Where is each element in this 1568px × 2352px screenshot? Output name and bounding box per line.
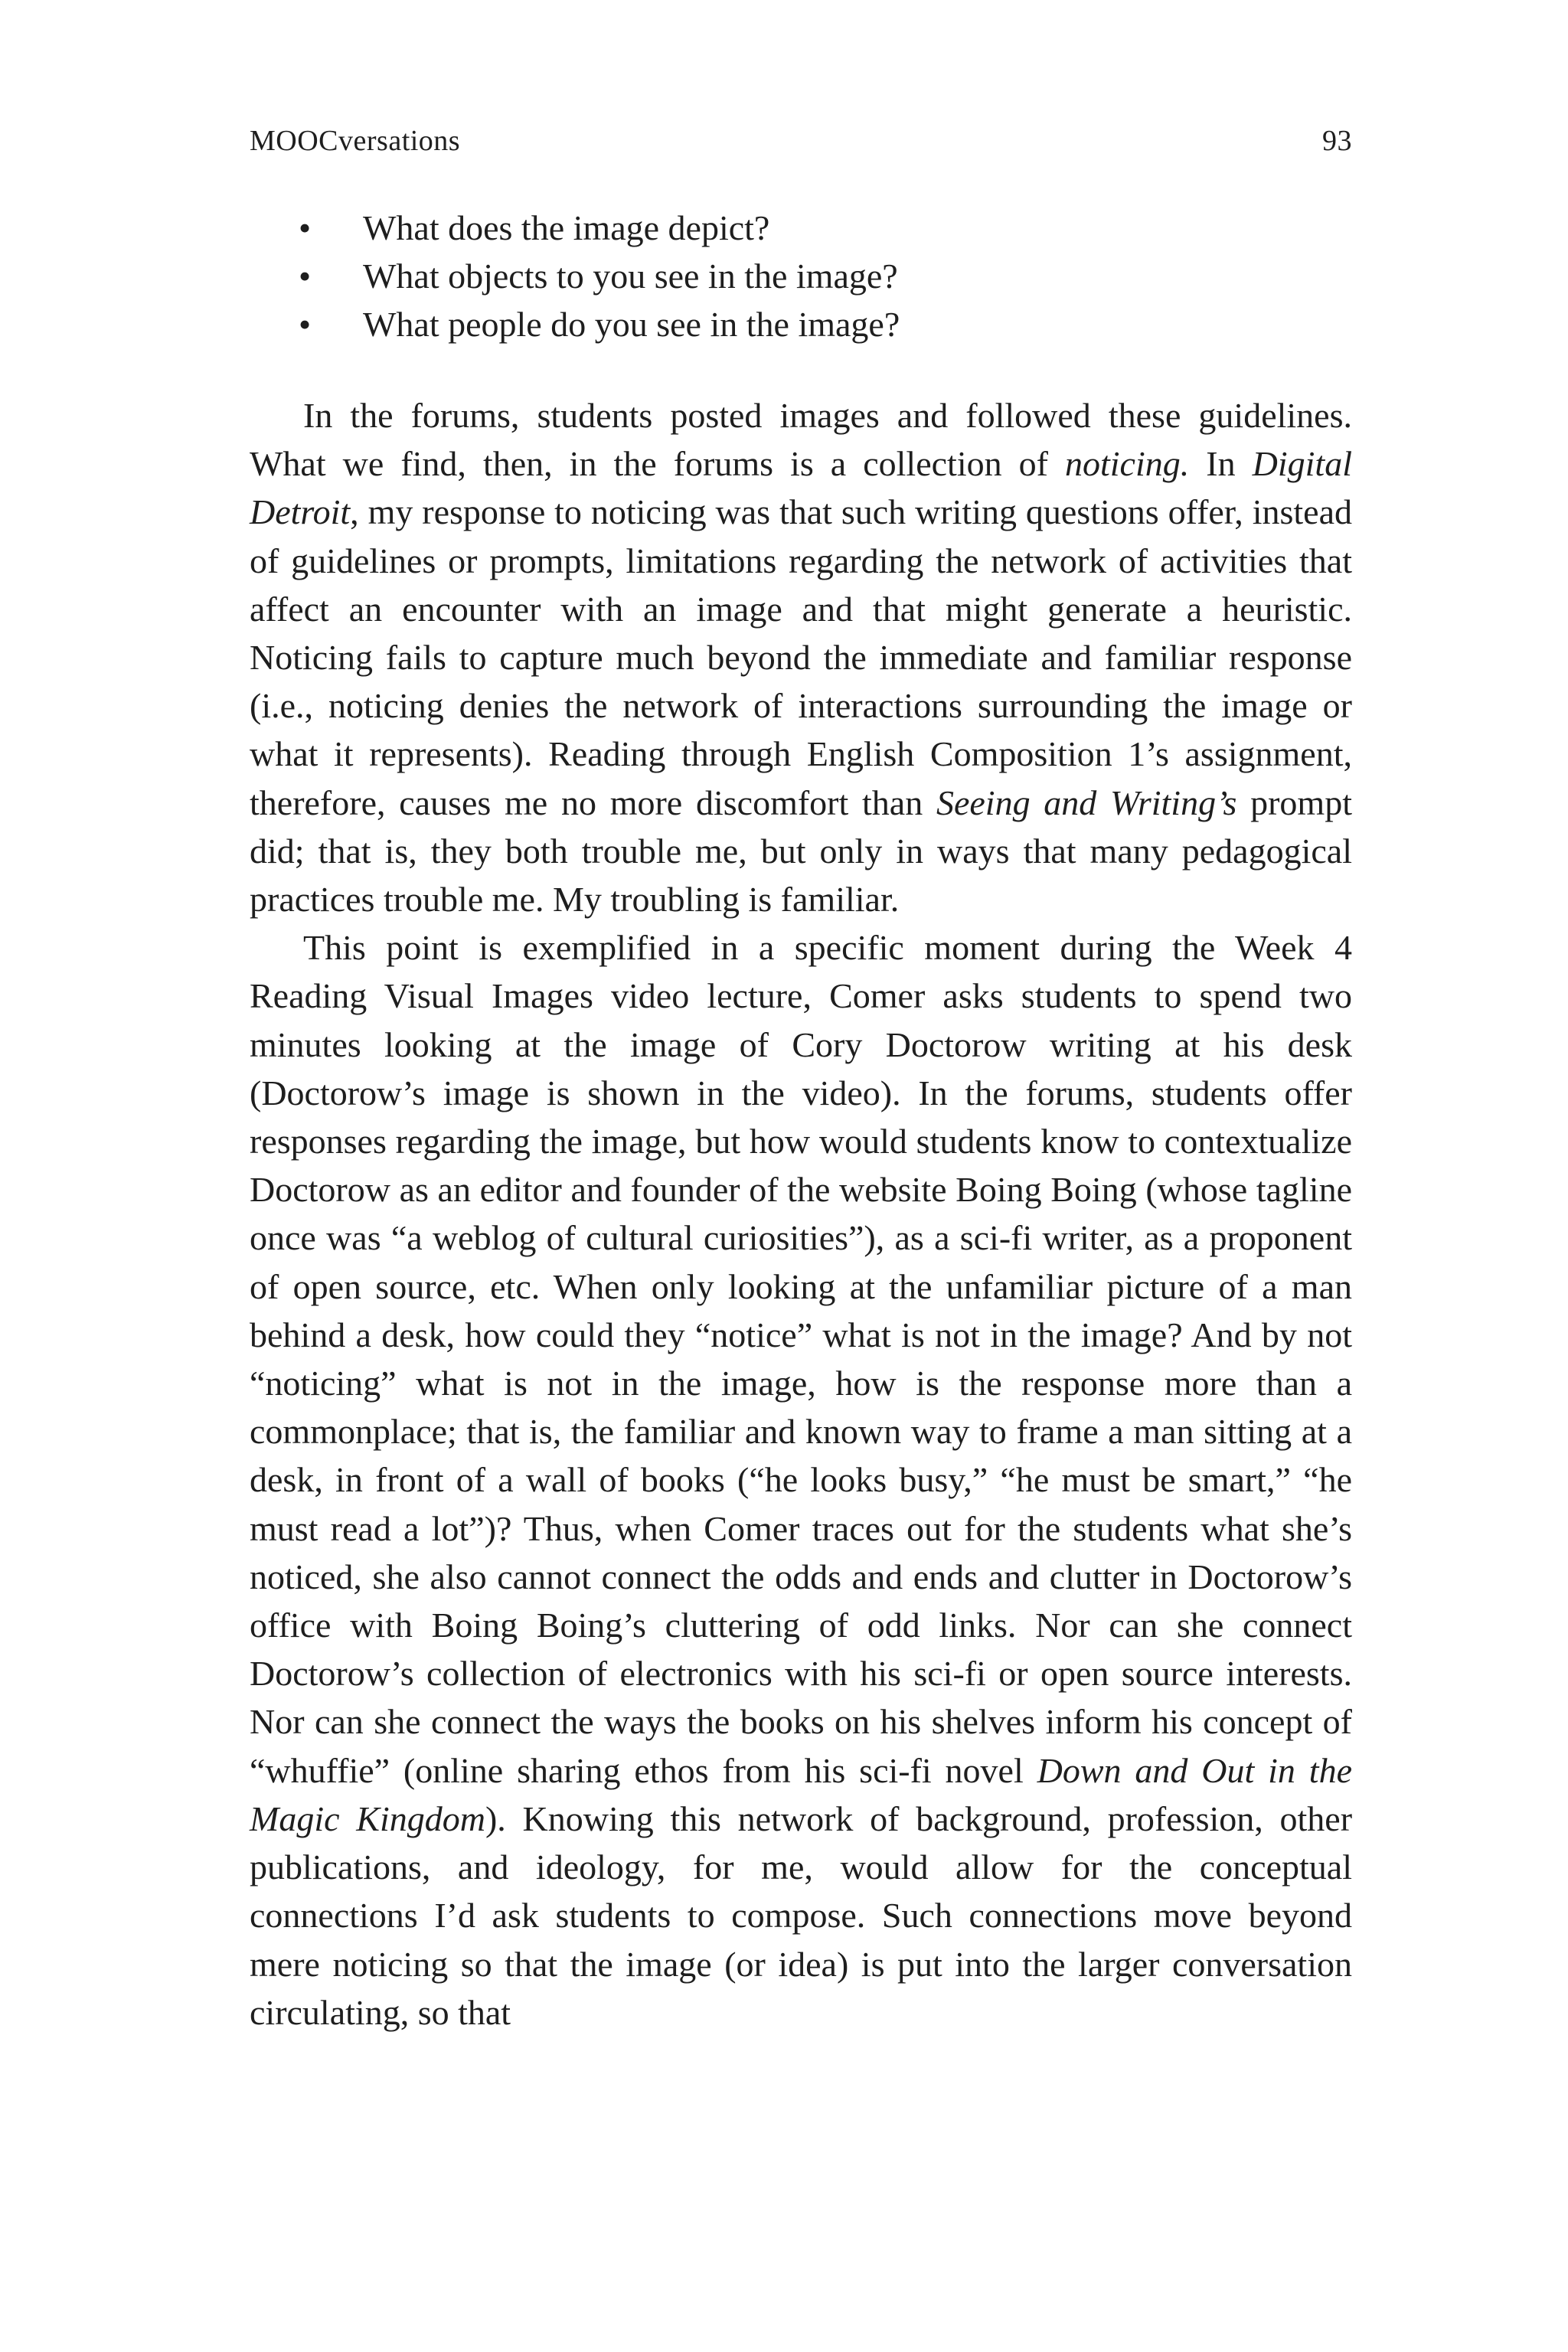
text-run: ). Knowing this network of background, profession, other publications, and ideology, for me, would allow for the conceptual connections I’d ask students to compose. Such connections move beyond mere noticing so that the image (or idea) is put into the larger conversation circulating, so that [250,1798,1353,2032]
list-item-text: What does the image depict? [363,208,770,247]
paragraph-doctorow [250,923,1352,2037]
list-item-text: What people do you see in the image? [363,305,900,344]
bullet-glyph: • [299,208,312,247]
italic-book-title: Down and Out in the Magic Kingdom [250,1750,1352,1838]
text-run: , my response to noticing was that such writing questions offer, instead of guidelines or prompts, limitations regarding the network of activities that affect an encounter with an image and that might generate a heuristic. Noticing fails to capture much beyond the immediate and familiar response (i.e., noticing denies the network of interactions surrounding the image or what it represents). Reading through English Composition 1’s assignment, therefore, causes me no more discomfort than [250,492,1352,822]
running-header [250,122,1352,159]
question-list [250,204,1352,348]
book-page [250,122,1352,2037]
list-item [250,204,1352,252]
italic-book-title: Digital Detroit [250,444,1352,532]
list-item [250,300,1352,348]
bullet-glyph: • [299,256,312,296]
italic-term: noticing. [1065,444,1190,484]
running-title: MOOCversations [250,125,461,157]
text-run: In the forums, students posted images and followed these guidelines. What we find, then, in the forums is a collection of [250,396,1352,484]
list-item-text: What objects to you see in the image? [363,256,898,296]
text-run: This point is exemplified in a specific moment during the Week 4 Reading Visual Images video lecture, Comer asks students to spend two minutes looking at the image of Cory Doctorow writing at his desk (Doctorow’s image is shown in the video). In the forums, students offer responses regarding the image, but how would students know to contextualize Doctorow as an editor and founder of the website Boing Boing (whose tagline once was “a weblog of cultural curiosities”), as a sci-fi writer, as a proponent of open source, etc. When only looking at the unfamiliar picture of a man behind a desk, how could they “notice” what is not in the image? And by not “noticing” what is not in the image, how is the response more than a commonplace; that is, the familiar and known way to frame a man sitting at a desk, in front of a wall of books (“he looks busy,” “he must be smart,” “he must read a lot”)? Thus, when Comer traces out for the students what she’s noticed, she also cannot connect the odds and ends and clutter in Doctorow’s office with Boing Boing’s cluttering of odd links. Nor can she connect Doctorow’s collection of electronics with his sci-fi or open source interests. Nor can she connect the ways the books on his shelves inform his concept of “whuffie” (online sharing ethos from his sci-fi novel [250,928,1352,1790]
text-run: prompt did; that is, they both trouble me, but only in ways that many pedagogical practices trouble me. My troubling is familiar. [250,782,1352,920]
body-text [250,391,1352,2037]
bullet-glyph: • [299,305,312,344]
italic-book-title: Seeing and Writing’s [936,782,1237,822]
paragraph-forums [250,391,1352,923]
list-item [250,252,1352,300]
page-number: 93 [1322,125,1352,157]
text-run: In [1189,444,1253,484]
